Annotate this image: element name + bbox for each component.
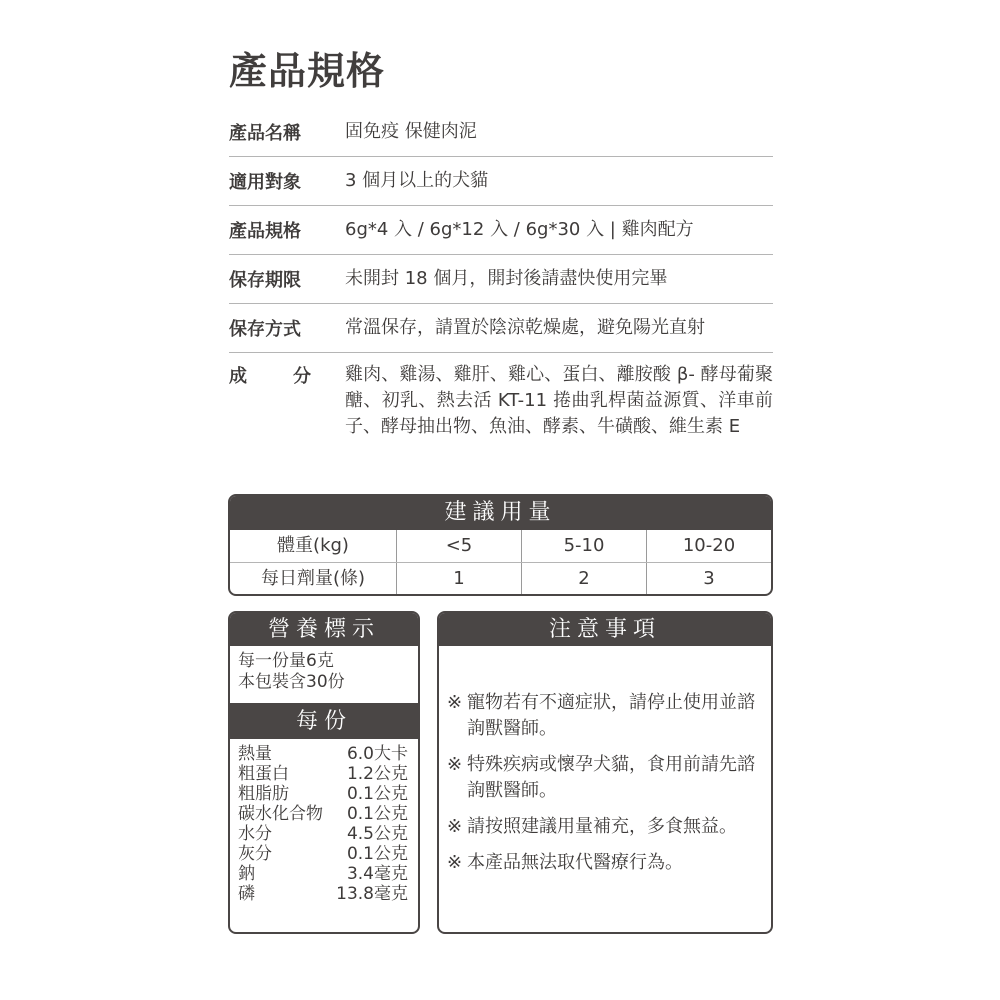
nutrition-item [238,764,408,784]
spec-value: 常溫保存，請置於陰涼乾燥處，避免陽光直射 [345,317,705,338]
nutrition-list [230,739,418,904]
spec-value: 6g*4 入 / 6g*12 入 / 6g*30 入 | 雞肉配方 [345,219,694,240]
note-item [447,752,765,804]
nutrition-item [238,744,408,764]
spec-label-ingredients [229,362,311,388]
nutrient-name: 水分 [238,824,272,844]
note-text: 請按照建議用量補充，多食無益。 [467,816,737,837]
spec-row-product-name [229,108,773,157]
dosage-row-label: 體重(kg) [277,535,349,556]
serving-size: 每一份量6克 [238,651,334,671]
nutrient-value: 3.4毫克 [346,864,408,884]
nutrient-name: 粗蛋白 [238,764,289,784]
nutrient-value: 0.1公克 [346,804,408,824]
dosage-row-daily [230,562,771,594]
dosage-title: 建議用量 [230,496,771,530]
spec-value: 3 個月以上的犬貓 [345,170,489,191]
nutrition-item [238,884,408,904]
spec-label: 保存方式 [229,319,301,340]
nutrient-name: 熱量 [238,744,272,764]
dosage-cell: <5 [396,530,521,562]
nutrient-value: 4.5公克 [346,824,408,844]
nutrition-item [238,784,408,804]
nutrition-item [238,844,408,864]
dosage-cell: 10-20 [646,530,771,562]
nutrition-panel [228,611,420,934]
dosage-table [228,494,773,596]
note-text: 寵物若有不適症狀，請停止使用並諮詢獸醫師。 [467,692,755,739]
nutrient-name: 粗脂肪 [238,784,289,804]
reference-mark-icon: ※ [447,754,463,775]
nutrition-serving-info [230,646,418,705]
nutrition-item [238,804,408,824]
spec-value: 未開封 18 個月，開封後請盡快使用完畢 [345,268,668,289]
spec-row-storage [229,304,773,353]
note-item [447,850,765,876]
note-item [447,690,765,742]
spec-label: 保存期限 [229,270,301,291]
spec-row-target [229,157,773,206]
notes-title: 注意事項 [439,613,771,646]
reference-mark-icon: ※ [447,692,463,713]
note-item [447,814,765,840]
spec-label: 適用對象 [229,172,301,193]
spec-label: 產品名稱 [229,123,301,144]
per-serving-header: 每份 [230,705,418,739]
nutrition-item [238,824,408,844]
spec-value: 固免疫 保健肉泥 [345,121,477,142]
nutrient-name: 磷 [238,884,255,904]
spec-table [229,108,773,440]
label-char: 分 [293,366,311,387]
dosage-cell: 3 [646,563,771,594]
spec-row-spec [229,206,773,255]
servings-per-pack: 本包裝含30份 [238,672,345,692]
notes-list [439,646,771,876]
spec-row-shelf-life [229,255,773,304]
nutrient-name: 灰分 [238,844,272,864]
dosage-cell: 5-10 [521,530,646,562]
nutrient-value: 6.0大卡 [346,744,408,764]
note-text: 本產品無法取代醫療行為。 [467,852,683,873]
nutrient-value: 0.1公克 [346,784,408,804]
nutrient-value: 0.1公克 [346,844,408,864]
spec-row-ingredients [229,353,773,440]
dosage-cell: 2 [521,563,646,594]
nutrient-value: 1.2公克 [346,764,408,784]
dosage-cell: 1 [396,563,521,594]
ingredients-value: 雞肉、雞湯、雞肝、雞心、蛋白、離胺酸 β- 酵母葡聚醣、初乳、熱去活 KT-11 捲曲乳桿菌益源質、洋車前子、酵母抽出物、魚油、酵素、牛磺酸、維生素 E [345,364,773,437]
nutrient-name: 鈉 [238,864,255,884]
nutrition-item [238,864,408,884]
nutrient-value: 13.8毫克 [336,884,408,904]
reference-mark-icon: ※ [447,852,463,873]
spec-label: 產品規格 [229,221,301,242]
reference-mark-icon: ※ [447,816,463,837]
note-text: 特殊疾病或懷孕犬貓，食用前請先諮詢獸醫師。 [467,754,755,801]
nutrient-name: 碳水化合物 [238,804,323,824]
page-title: 產品規格 [229,49,386,93]
label-char: 成 [229,366,247,387]
nutrition-title: 營養標示 [230,613,418,646]
dosage-row-weight [230,530,771,562]
dosage-row-label: 每日劑量(條) [260,568,366,589]
notes-panel [437,611,773,934]
